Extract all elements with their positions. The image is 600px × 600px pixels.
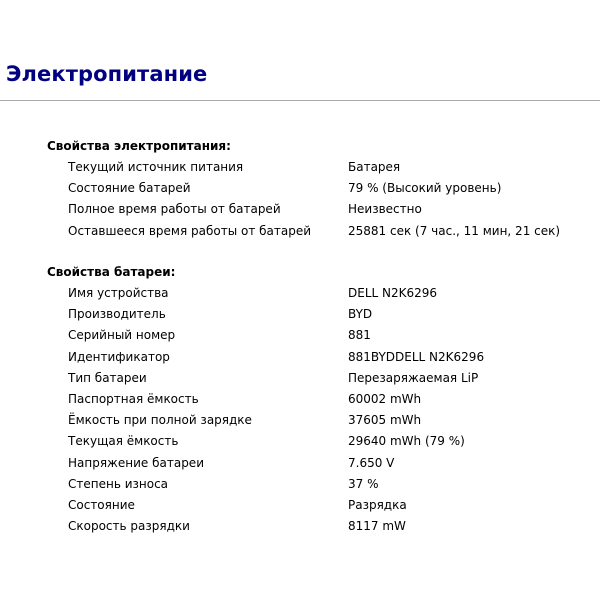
property-value: 79 % (Высокий уровень) bbox=[348, 181, 502, 196]
battery-row-wear-level bbox=[47, 474, 600, 495]
property-label: Оставшееся время работы от батарей bbox=[68, 223, 312, 238]
property-label: Производитель bbox=[68, 307, 166, 322]
battery-row-full-charge-capacity bbox=[47, 410, 600, 431]
battery-properties-heading: Свойства батареи: bbox=[47, 265, 176, 279]
property-label: Напряжение батареи bbox=[68, 455, 204, 470]
property-label: Текущий источник питания bbox=[68, 160, 244, 174]
property-value: 37605 mWh bbox=[348, 413, 422, 428]
title-divider bbox=[0, 100, 600, 101]
property-value: Разрядка bbox=[348, 497, 407, 512]
property-value: 25881 сек (7 час., 11 мин, 21 сек) bbox=[348, 223, 561, 238]
power-row-battery-status bbox=[47, 178, 600, 199]
power-row-remaining-time bbox=[47, 221, 600, 242]
power-properties-section bbox=[47, 137, 600, 242]
power-properties-heading: Свойства электропитания: bbox=[47, 139, 231, 153]
power-row-full-time bbox=[47, 199, 600, 220]
property-value: Батарея bbox=[348, 160, 401, 174]
battery-row-serial bbox=[47, 325, 600, 346]
property-label: Скорость разрядки bbox=[68, 519, 190, 534]
battery-row-design-capacity bbox=[47, 389, 600, 410]
battery-row-type bbox=[47, 368, 600, 389]
battery-row-voltage bbox=[47, 453, 600, 474]
battery-row-manufacturer bbox=[47, 304, 600, 325]
property-value: 37 % bbox=[348, 476, 379, 491]
property-value: 8117 mW bbox=[348, 519, 406, 534]
property-value: Перезаряжаемая LiP bbox=[348, 370, 479, 385]
battery-row-current-capacity bbox=[47, 431, 600, 452]
page-title: Электропитание bbox=[6, 62, 208, 86]
property-label: Текущая ёмкость bbox=[68, 434, 179, 449]
battery-row-identifier bbox=[47, 347, 600, 368]
property-label: Тип батареи bbox=[68, 370, 147, 385]
property-value: 881BYDDELL N2K6296 bbox=[348, 349, 485, 364]
property-value: 881 bbox=[348, 328, 371, 343]
property-value: 60002 mWh bbox=[348, 391, 422, 406]
battery-row-discharge-rate bbox=[47, 516, 600, 537]
property-label: Полное время работы от батарей bbox=[68, 202, 281, 217]
battery-properties-section bbox=[47, 263, 600, 537]
property-value: Неизвестно bbox=[348, 202, 422, 217]
property-label: Имя устройства bbox=[68, 286, 169, 300]
property-label: Состояние батарей bbox=[68, 181, 191, 196]
property-label: Ёмкость при полной зарядке bbox=[68, 413, 252, 428]
property-value: BYD bbox=[348, 307, 373, 322]
property-label: Состояние bbox=[68, 497, 135, 512]
property-value: DELL N2K6296 bbox=[348, 286, 438, 300]
battery-row-state bbox=[47, 495, 600, 516]
battery-row-device-name bbox=[47, 283, 600, 304]
property-value: 29640 mWh (79 %) bbox=[348, 434, 465, 449]
property-label: Идентификатор bbox=[68, 349, 170, 364]
property-label: Серийный номер bbox=[68, 328, 176, 343]
property-label: Паспортная ёмкость bbox=[68, 391, 199, 406]
property-value: 7.650 V bbox=[348, 455, 395, 470]
power-row-source bbox=[47, 157, 600, 178]
property-label: Степень износа bbox=[68, 476, 169, 491]
